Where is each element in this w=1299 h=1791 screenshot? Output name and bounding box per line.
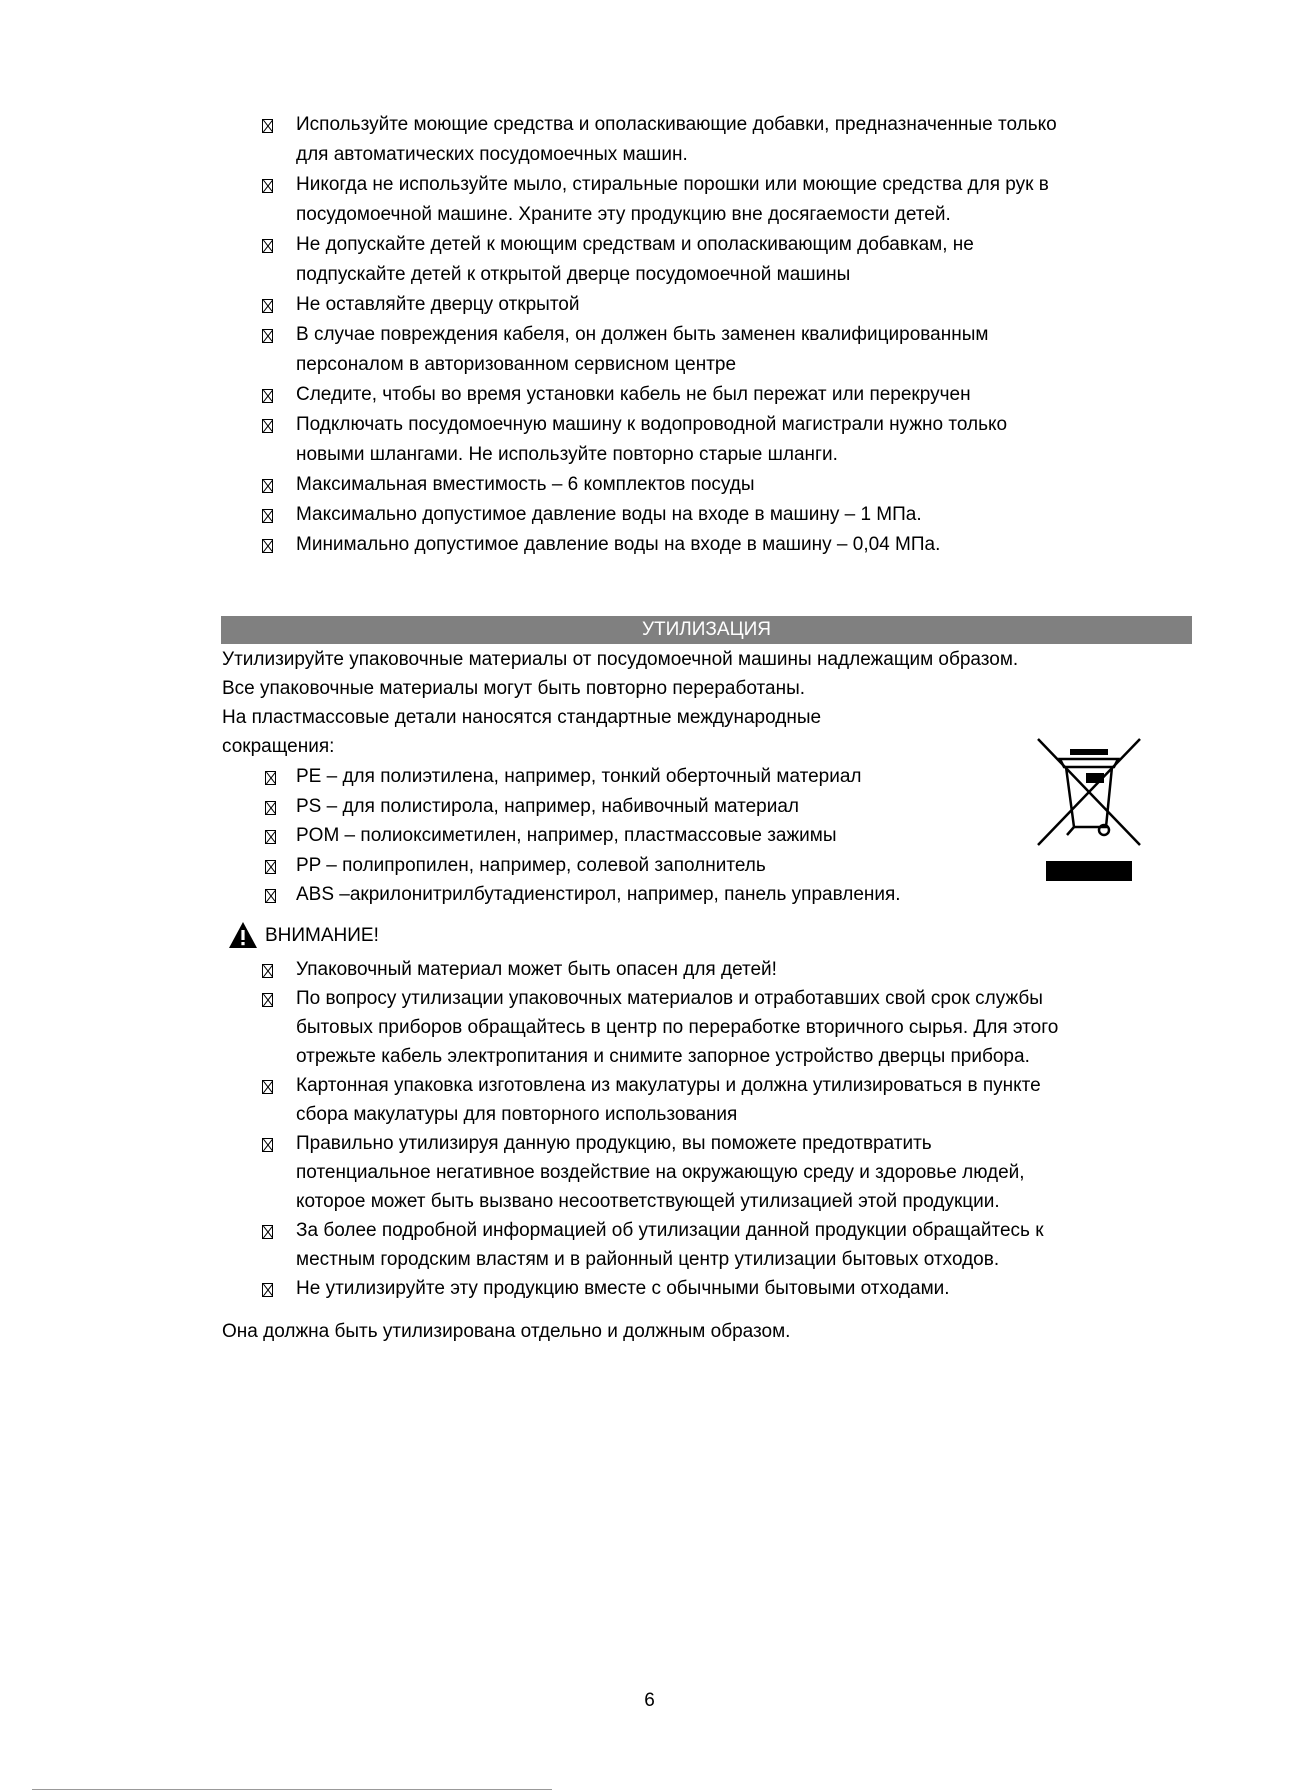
list-item-line: POM – полиоксиметилен, например, пластмассовые зажимы (296, 825, 837, 846)
list-item-line: Минимально допустимое давление воды на входе в машину – 0,04 МПа. (296, 534, 941, 555)
list-item-line: За более подробной информацией об утилизации данной продукции обращайтесь к (296, 1220, 1044, 1241)
list-item-line: которое может быть вызвано несоответствующей утилизацией этой продукции. (296, 1191, 1000, 1212)
bullet-icon (262, 964, 273, 978)
list-item-line: Картонная упаковка изготовлена из макулатуры и должна утилизироваться в пункте (296, 1075, 1041, 1096)
list-item-line: бытовых приборов обращайтесь в центр по переработке вторичного сырья. Для этого (296, 1017, 1059, 1038)
bullet-icon (262, 299, 273, 313)
intro-line: сокращения: (222, 736, 335, 757)
bullet-icon (262, 419, 273, 433)
bullet-icon (262, 239, 273, 253)
bullet-icon (262, 389, 273, 403)
list-item-line: Максимальная вместимость – 6 комплектов посуды (296, 474, 755, 495)
intro-line: Утилизируйте упаковочные материалы от посудомоечной машины надлежащим образом. (222, 649, 1019, 670)
bullet-icon (262, 479, 273, 493)
intro-line: Все упаковочные материалы могут быть повторно переработаны. (222, 678, 806, 699)
crossed-out-wheelie-bin-icon (1034, 737, 1144, 887)
bullet-icon (265, 830, 276, 844)
bullet-icon (262, 993, 273, 1007)
list-item-line: Используйте моющие средства и ополаскивающие добавки, предназначенные только (296, 114, 1057, 135)
list-item-line: Не допускайте детей к моющим средствам и ополаскивающим добавкам, не (296, 234, 974, 255)
list-item-line: Не оставляйте дверцу открытой (296, 294, 580, 315)
intro-line: На пластмассовые детали наносятся стандартные международные (222, 707, 822, 728)
warning-triangle-icon (228, 921, 258, 949)
footer-rule (32, 1789, 552, 1790)
bullet-icon (265, 801, 276, 815)
bullet-icon (265, 889, 276, 903)
bullet-icon (262, 119, 273, 133)
bullet-icon (262, 1283, 273, 1297)
bullet-icon (265, 860, 276, 874)
list-item-line: новыми шлангами. Не используйте повторно старые шланги. (296, 444, 838, 465)
bullet-icon (262, 329, 273, 343)
list-item-line: Правильно утилизируя данную продукцию, вы поможете предотвратить (296, 1133, 932, 1154)
list-item-line: Максимально допустимое давление воды на входе в машину – 1 МПа. (296, 504, 922, 525)
list-item-line: местным городским властям и в районный центр утилизации бытовых отходов. (296, 1249, 1000, 1270)
list-item-line: В случае повреждения кабеля, он должен быть заменен квалифицированным (296, 324, 989, 345)
list-item-line: персоналом в авторизованном сервисном центре (296, 354, 737, 375)
list-item-line: для автоматических посудомоечных машин. (296, 144, 688, 165)
bullet-icon (262, 1138, 273, 1152)
list-item-line: По вопросу утилизации упаковочных материалов и отработавших свой срок службы (296, 988, 1043, 1009)
closing-line: Она должна быть утилизирована отдельно и должным образом. (222, 1321, 791, 1342)
page-number: 6 (644, 1690, 655, 1711)
list-item-line: Подключать посудомоечную машину к водопроводной магистрали нужно только (296, 414, 1008, 435)
bullet-icon (262, 1080, 273, 1094)
bullet-icon (262, 179, 273, 193)
list-item-line: PP – полипропилен, например, солевой заполнитель (296, 854, 766, 876)
list-item-line: сбора макулатуры для повторного использования (296, 1104, 738, 1125)
list-item-line: PS – для полистирола, например, набивочный материал (296, 795, 799, 817)
bullet-icon (265, 771, 276, 785)
bullet-icon (262, 539, 273, 553)
warning-label: ВНИМАНИЕ! (265, 925, 379, 946)
list-item-line: Упаковочный материал может быть опасен для детей! (296, 959, 777, 980)
list-item-line: отрежьте кабель электропитания и снимите запорное устройство дверцы прибора. (296, 1046, 1030, 1067)
list-item-line: Не утилизируйте эту продукцию вместе с обычными бытовыми отходами. (296, 1278, 950, 1299)
list-item-line: посудомоечной машине. Храните эту продукцию вне досягаемости детей. (296, 204, 951, 225)
bullet-icon (262, 509, 273, 523)
bullet-icon (262, 1225, 273, 1239)
section-header-disposal: УТИЛИЗАЦИЯ (221, 616, 1192, 644)
list-item-line: ABS –акрилонитрилбутадиенстирол, например, панель управления. (296, 884, 901, 905)
list-item-line: потенциальное негативное воздействие на окружающую среду и здоровье людей, (296, 1162, 1025, 1183)
list-item-line: Следите, чтобы во время установки кабель не был пережат или перекручен (296, 384, 971, 405)
list-item-line: подпускайте детей к открытой дверце посудомоечной машины (296, 264, 851, 285)
list-item-line: Никогда не используйте мыло, стиральные порошки или моющие средства для рук в (296, 174, 1049, 195)
list-item-line: PE – для полиэтилена, например, тонкий оберточный материал (296, 766, 862, 787)
